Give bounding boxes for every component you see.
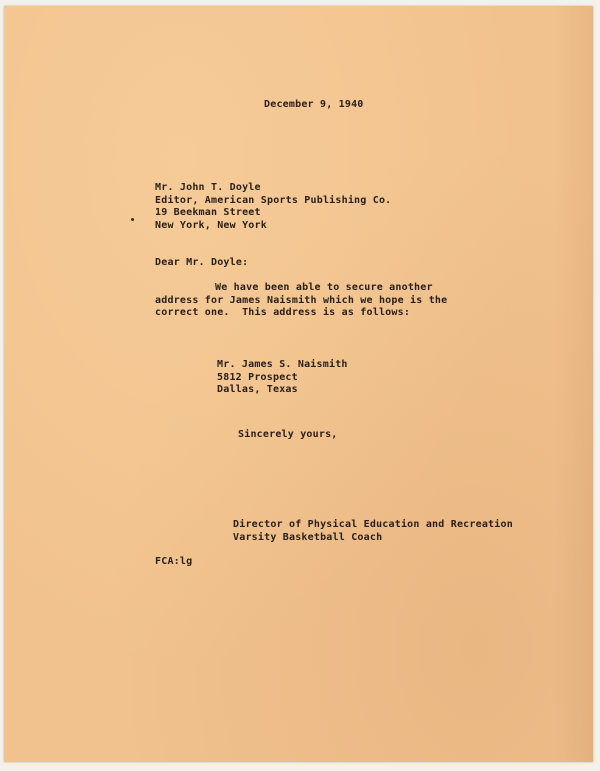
- reference-initials: FCA:lg: [155, 556, 193, 567]
- paper-edge-shading: [553, 6, 593, 762]
- recipient-street: 19 Beekman Street: [155, 207, 261, 218]
- body-line-1: We have been able to secure another: [215, 282, 433, 293]
- letter-page: [4, 6, 593, 762]
- address-city: Dallas, Texas: [217, 384, 298, 395]
- address-name: Mr. James S. Naismith: [217, 359, 348, 370]
- signature-title-2: Varsity Basketball Coach: [233, 531, 383, 543]
- signature-title-1: Director of Physical Education and Recreation: [233, 519, 513, 530]
- body-line-3: correct one. This address is as follows:: [155, 307, 411, 318]
- recipient-city: New York, New York: [155, 219, 267, 231]
- letter-date: December 9, 1940: [264, 99, 364, 110]
- body-line-2: address for James Naismith which we hope is the: [155, 294, 448, 306]
- recipient-title: Editor, American Sports Publishing Co.: [155, 194, 392, 206]
- salutation: Dear Mr. Doyle:: [155, 257, 249, 268]
- closing: Sincerely yours,: [238, 429, 338, 440]
- recipient-name: Mr. John T. Doyle: [155, 182, 261, 193]
- address-street: 5812 Prospect: [217, 371, 298, 383]
- paper-speck: [131, 218, 134, 221]
